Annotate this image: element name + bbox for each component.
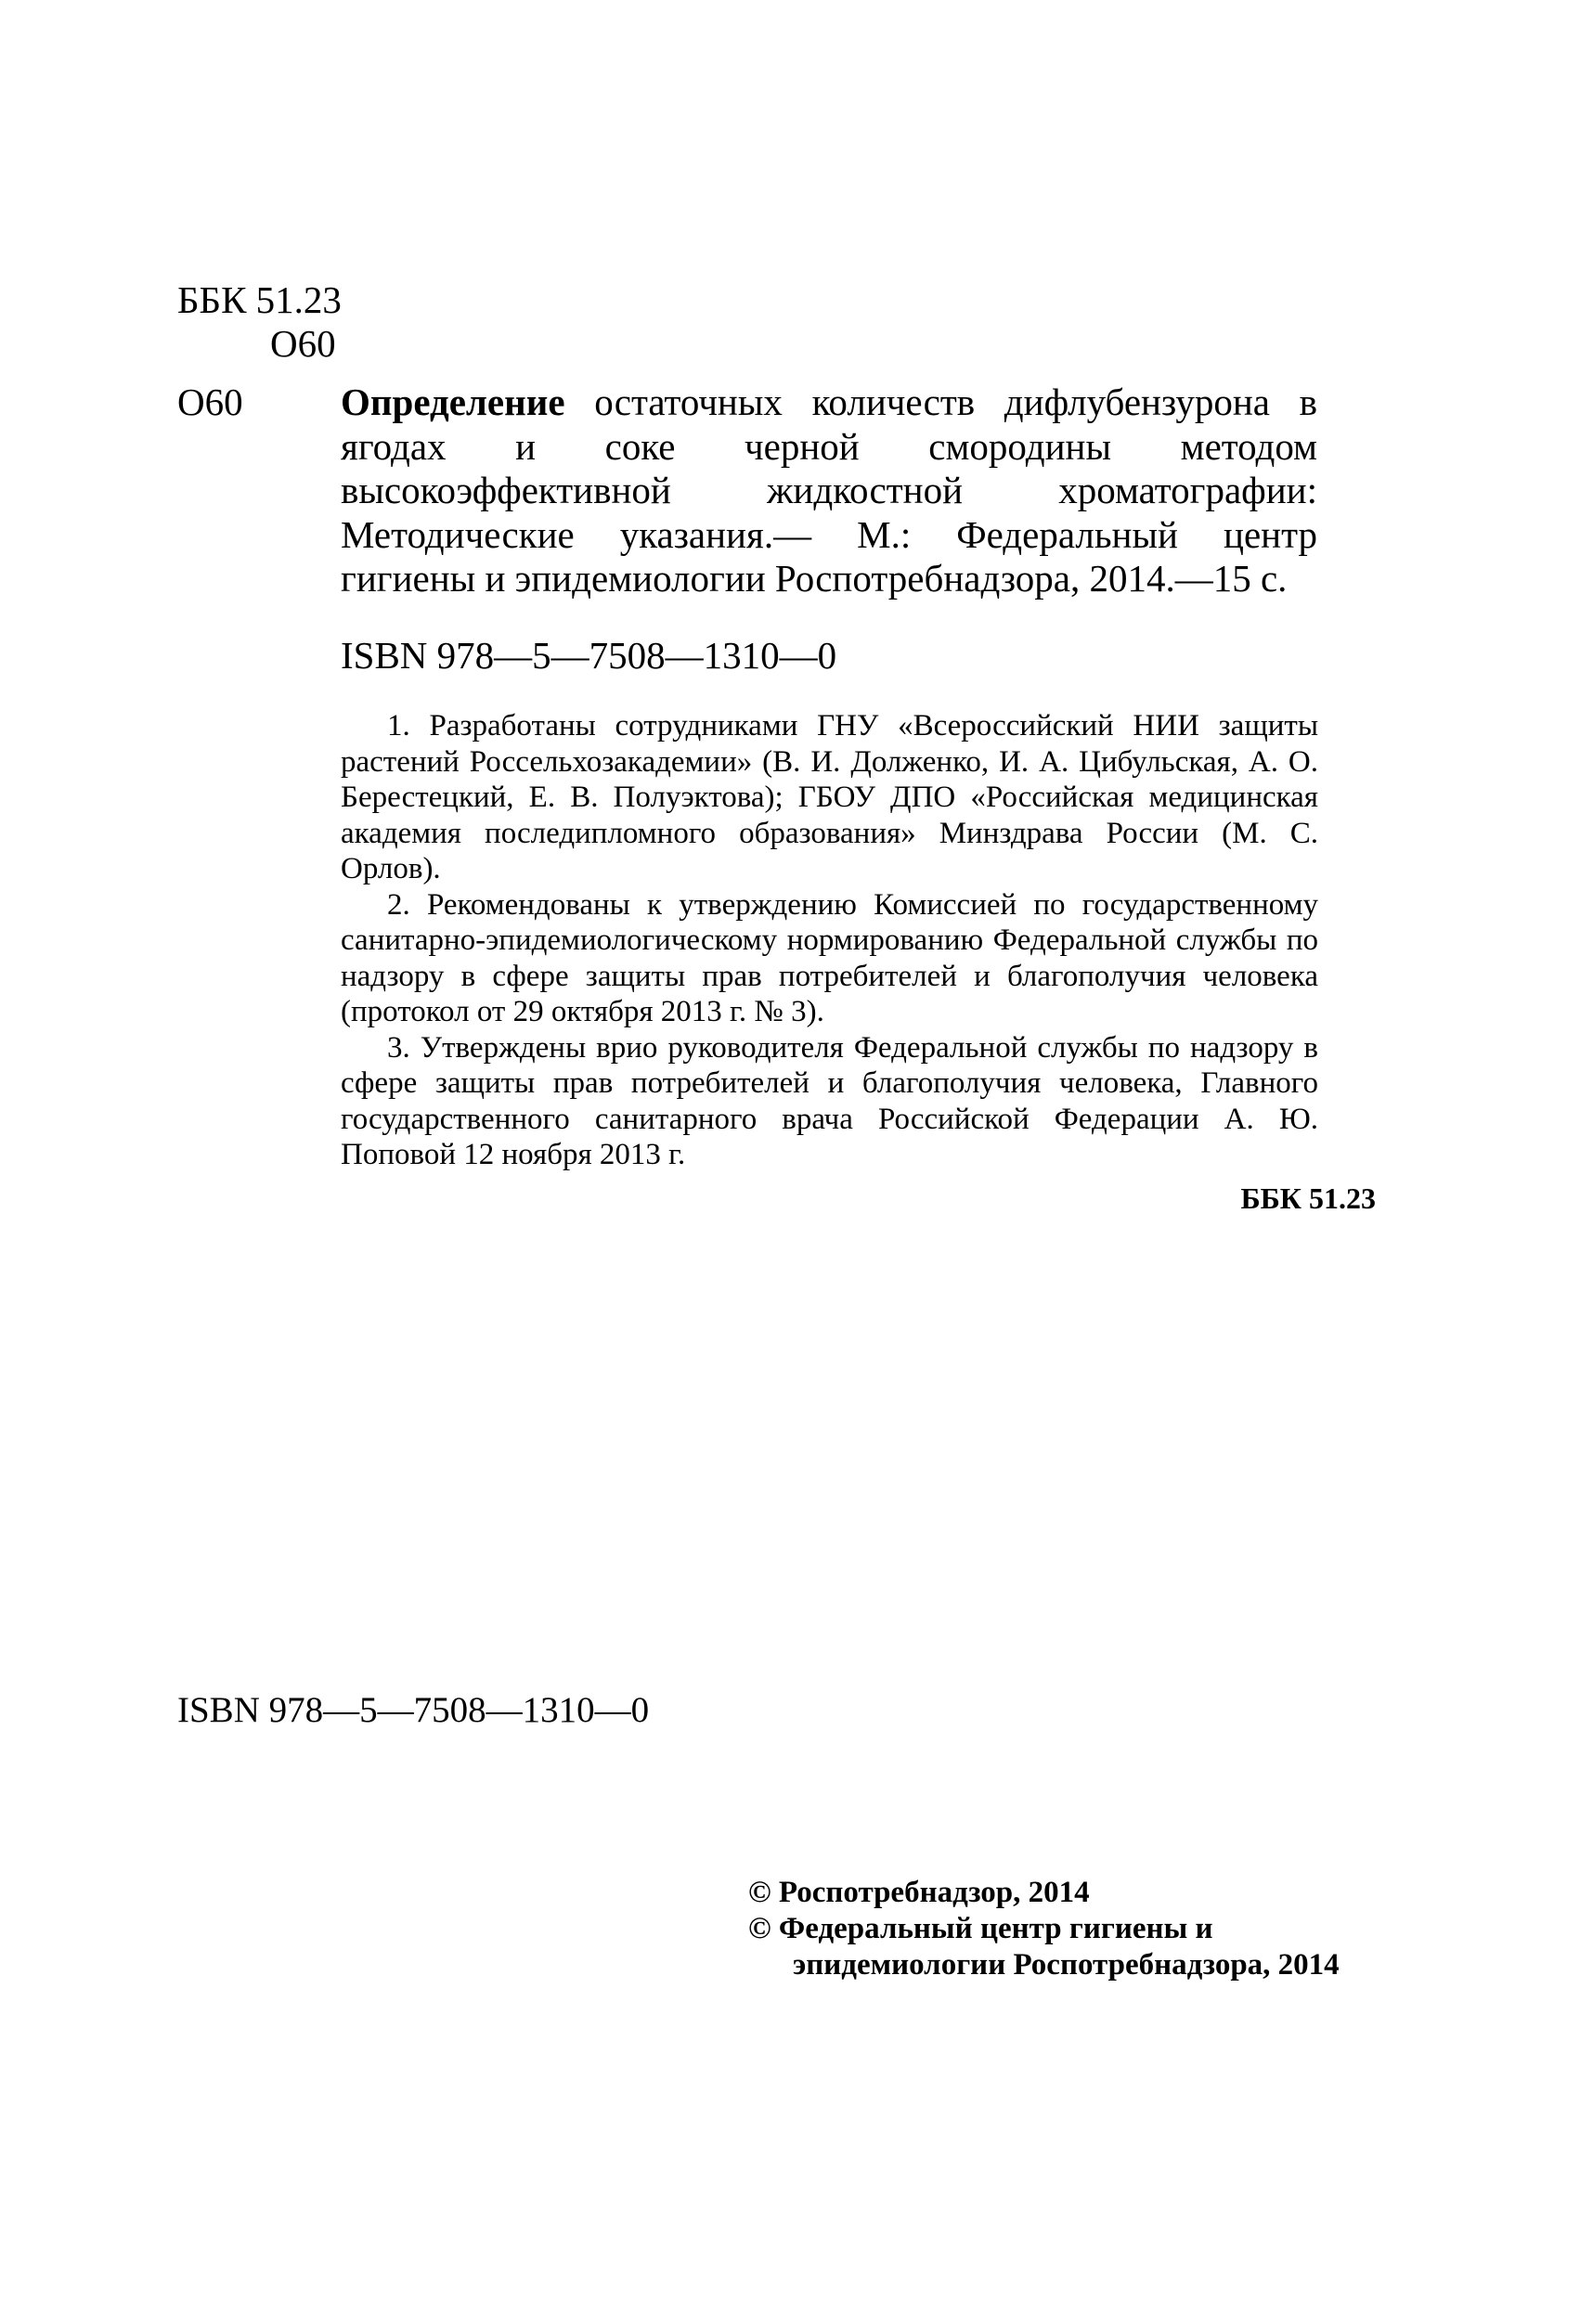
note-item: 2. Рекомендованы к утверждению Комиссией по государственному санитарно-эпидемиологическому нормированию Федеральной службы по надзору в сфере защиты прав потребителей и благополучия человека (протокол от 29 октября 2013 г. № 3). (341, 887, 1318, 1028)
isbn-main: ISBN 978—5—7508—1310—0 (341, 634, 837, 677)
publication-notes (341, 708, 1318, 1173)
note-item: 3. Утверждены врио руководителя Федеральной службы по надзору в сфере защиты прав потребителей и благополучия человека, Главного государственного санитарного врача Российской Федерации А. Ю. Поповой 12 ноября 2013 г. (341, 1030, 1318, 1171)
entry-title-bold: Определение (341, 381, 565, 423)
bibliographic-entry (177, 381, 1328, 601)
entry-text-body: остаточных количеств дифлубензурона в ягодах и соке черной смородины методом высокоэффективной жидкостной хроматографии: Методические указания.— М.: Федеральный центр гигиены и эпидемиологии Роспотребнадзора, 2014.—15 с. (341, 381, 1317, 600)
author-mark: О60 (270, 322, 336, 365)
entry-code: О60 (177, 381, 243, 423)
copyright-line: © Роспотребнадзор, 2014 (748, 1876, 1090, 1909)
copyright-line: эпидемиологии Роспотребнадзора, 2014 (793, 1948, 1340, 1982)
bbk-classification-bottom: ББК 51.23 (1240, 1181, 1376, 1215)
bbk-code: ББК 51.23 (177, 278, 342, 321)
bbk-classification-top (177, 278, 342, 366)
copyright-block (748, 1875, 1340, 1983)
copyright-line: © Федеральный центр гигиены и (748, 1912, 1213, 1945)
isbn-footer: ISBN 978—5—7508—1310—0 (177, 1690, 650, 1730)
note-item: 1. Разработаны сотрудниками ГНУ «Всероссийский НИИ защиты растений Россельхозакадемии» (В. И. Долженко, И. А. Цибульская, А. О. Берестецкий, Е. В. Полуэктова); ГБОУ ДПО «Российская медицинская академия последипломного образования» Минздрава России (М. С. Орлов). (341, 709, 1318, 885)
entry-description (341, 381, 1317, 601)
